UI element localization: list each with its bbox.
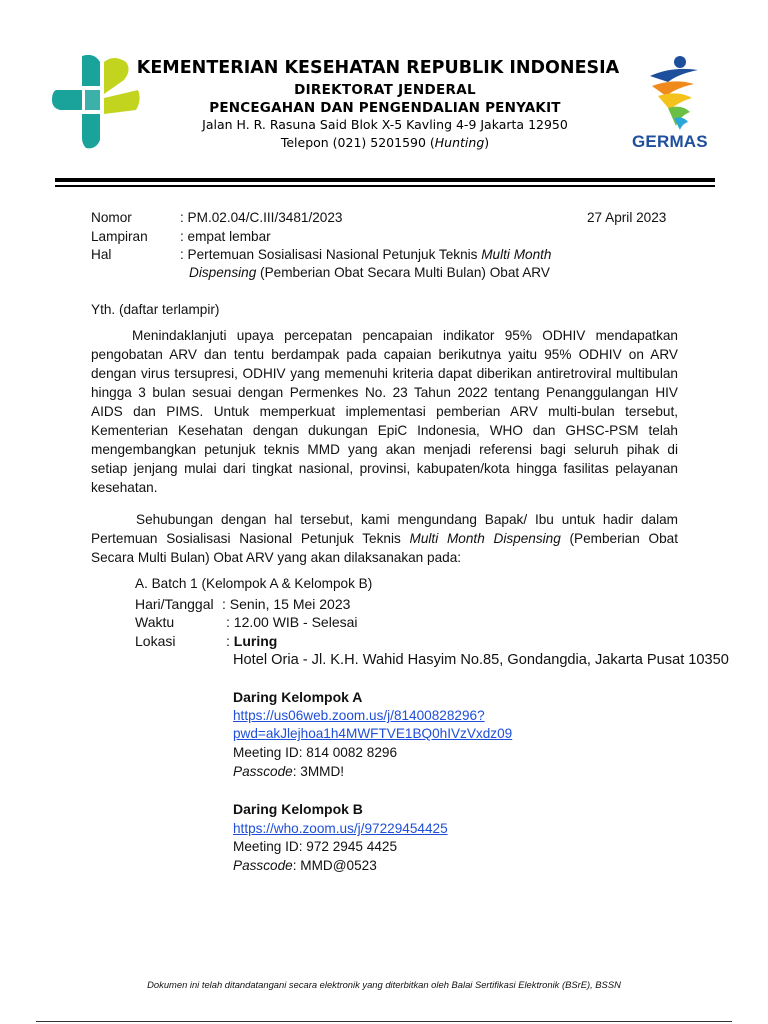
page-gap (0, 188, 768, 210)
batch-title: A. Batch 1 (Kelompok A & Kelompok B) (135, 576, 373, 591)
hal-italic-2: Dispensing (189, 265, 257, 280)
division-name: PENCEGAHAN DAN PENGENDALIAN PENYAKIT (209, 100, 561, 116)
zoom-link-a[interactable]: https://us06web.zoom.us/j/81400828296? (233, 708, 485, 723)
paragraph-2 (91, 510, 678, 567)
paragraph-line: Secara Multi Bulan) Obat ARV yang akan dilaksanakan pada: (91, 550, 462, 565)
paragraph-line: mengembangkan petunjuk teknis MMD yang akan menjadi referensi bagi seluruh pihak di (91, 442, 678, 457)
e-signature-note: Dokumen ini telah ditandatangani secara elektronik yang diterbitkan oleh Balai Sertifikasi Elektronik (BSrE), BSSN (147, 979, 621, 990)
meeting-id-a: Meeting ID: 814 0082 8296 (233, 745, 398, 760)
paragraph-line: kesehatan. (91, 480, 158, 495)
paragraph-line: AIDS dan PIMS. Untuk memperkuat implementasi pemberian ARV multi-bulan tersebut, (91, 404, 678, 419)
paragraph-italic: Multi Month Dispensing (409, 531, 561, 546)
location-label: Lokasi (135, 633, 176, 649)
paragraph-text: Pertemuan Sosialisasi Nasional Petunjuk Teknis (91, 531, 410, 546)
letter-date: 27 April 2023 (587, 210, 667, 225)
day-value: : Senin, 15 Mei 2023 (222, 596, 351, 612)
nomor-value: : PM.02.04/C.III/3481/2023 (180, 210, 343, 225)
online-b-heading: Daring Kelompok B (233, 801, 363, 817)
paragraph-1 (91, 326, 678, 497)
paragraph-line: Menindaklanjuti upaya percepatan pencapaian indikator 95% ODHIV mendapatkan (132, 328, 678, 343)
phone-suffix: ) (484, 135, 490, 150)
hal-text: : Pertemuan Sosialisasi Nasional Petunjuk Teknis (180, 247, 482, 262)
passcode-a (233, 763, 344, 781)
zoom-link-a-cont[interactable]: pwd=akJlejhoa1h4MWFTVE1BQ0hIVzVxdz09 (233, 726, 513, 741)
passcode-b (233, 857, 377, 875)
salutation: Yth. (daftar terlampir) (91, 302, 220, 317)
germas-logo (628, 52, 718, 152)
lampiran-value: : empat lembar (180, 229, 271, 244)
hal-label: Hal (91, 247, 112, 262)
paragraph-line: pengobatan ARV dan tentu berdampak pada capaian berikutnya yaitu 95% ODHIV on ARV (91, 347, 678, 362)
passcode-value: : MMD@0523 (292, 858, 377, 873)
paragraph-line: dengan virus tersupresi, ODHIV yang memenuhi kriteria dapat diberikan antiretroviral multibulan (91, 366, 678, 381)
lampiran-label: Lampiran (91, 229, 148, 244)
hal-value-line1 (180, 246, 552, 264)
paragraph-line (91, 529, 678, 548)
directorate-name: DIREKTORAT JENDERAL (294, 82, 476, 98)
letterhead-rule-thin (55, 185, 715, 187)
location-mode: Luring (233, 633, 278, 649)
meeting-id-b: Meeting ID: 972 2945 4425 (233, 839, 398, 854)
office-address: Jalan H. R. Rasuna Said Blok X-5 Kavling 4-9 Jakarta 12950 (202, 117, 568, 132)
day-label: Hari/Tanggal (135, 596, 214, 612)
hal-italic: Multi Month (481, 247, 552, 262)
online-a-heading: Daring Kelompok A (233, 689, 363, 705)
time-label: Waktu (135, 614, 175, 630)
phone-hunting: Hunting (434, 135, 485, 150)
venue-address: Hotel Oria - Jl. K.H. Wahid Hasyim No.85, Gondangdia, Jakarta Pusat 10350 (233, 652, 729, 668)
letterhead-rule-thick (55, 178, 715, 182)
location-colon: : (226, 633, 234, 649)
paragraph-line: setiap jenjang mulai dari tingkat nasional, provinsi, kabupaten/kota hingga fasilitas pelayanan (91, 461, 678, 476)
passcode-label: Passcode (233, 764, 293, 779)
paragraph-line: Kementerian Kesehatan dengan dukungan EpiC Indonesia, WHO dan GHSC-PSM telah (91, 423, 678, 438)
phone-number: Telepon (021) 5201590 ( (280, 135, 435, 150)
paragraph-line: hingga 3 bulan sesuai dengan Permenkes No. 23 Tahun 2022 tentang Penanggulangan HIV (91, 385, 678, 400)
footer-rule (36, 1021, 732, 1022)
germas-label: GERMAS (632, 132, 708, 151)
hal-text-2: (Pemberian Obat Secara Multi Bulan) Obat ARV (256, 265, 550, 280)
time-value: : 12.00 WIB - Selesai (226, 614, 358, 630)
nomor-label: Nomor (91, 210, 132, 225)
hal-value-line2 (189, 264, 550, 282)
passcode-label: Passcode (233, 858, 293, 873)
germas-figure-icon (628, 52, 718, 130)
location-value (226, 632, 277, 650)
paragraph-text: (Pemberian Obat (560, 531, 678, 546)
paragraph-line: Sehubungan dengan hal tersebut, kami mengundang Bapak/ Ibu untuk hadir dalam (136, 512, 678, 527)
ministry-name: KEMENTERIAN KESEHATAN REPUBLIK INDONESIA (136, 58, 620, 78)
passcode-value: : 3MMD! (292, 764, 345, 779)
zoom-link-b[interactable]: https://who.zoom.us/j/97229454425 (233, 821, 448, 836)
